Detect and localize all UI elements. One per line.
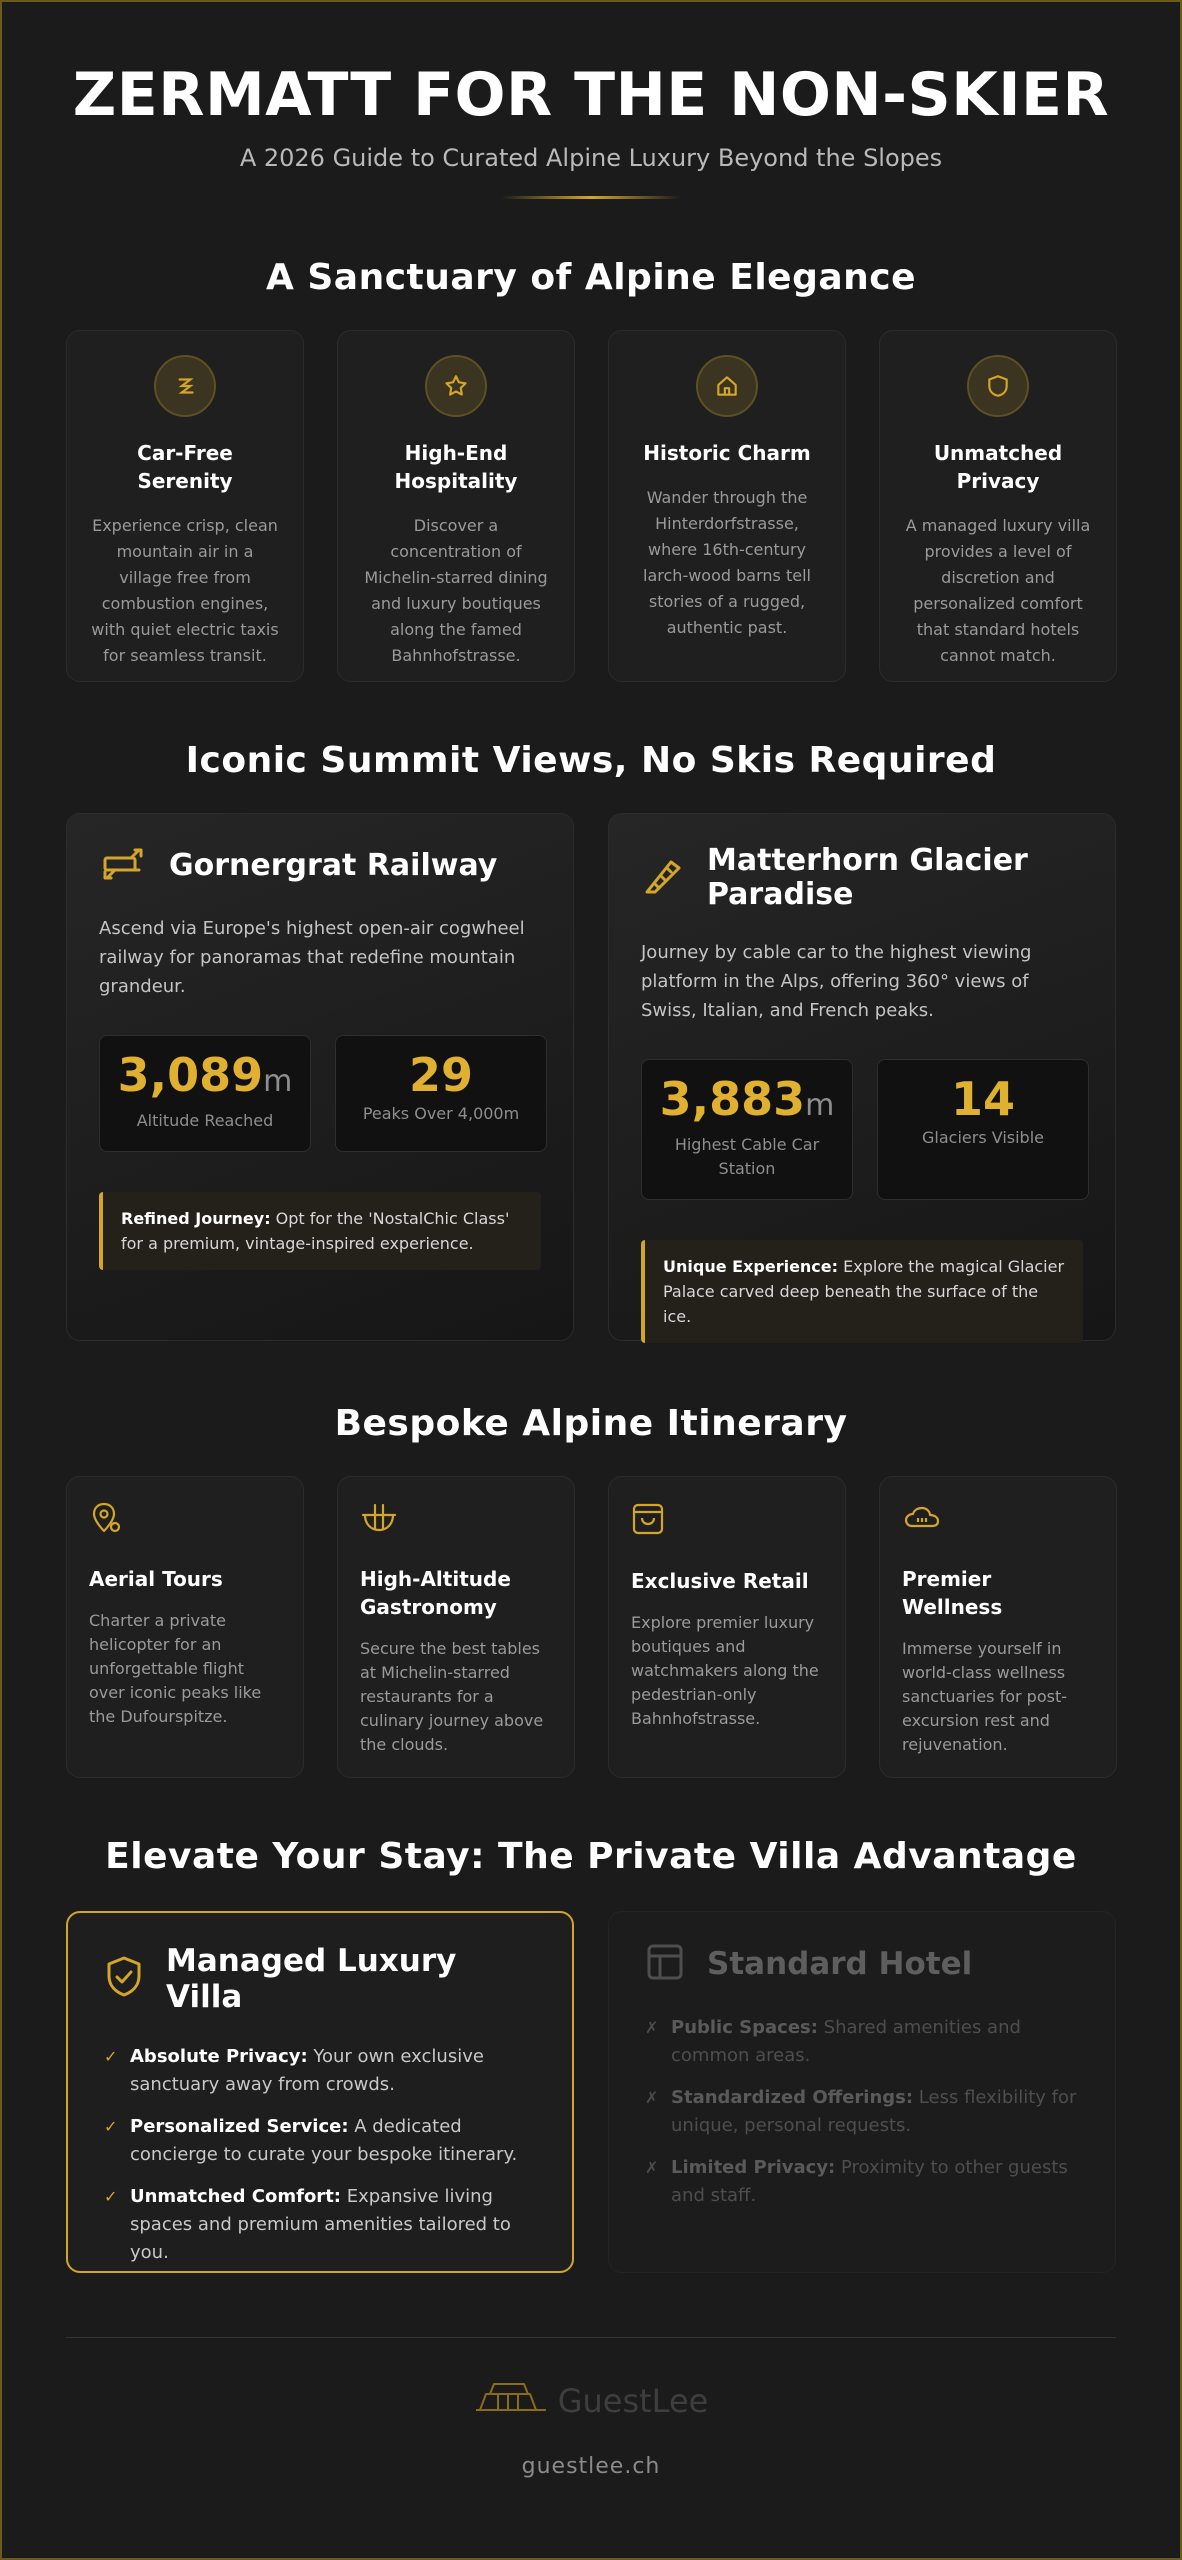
callout-text: Opt for the 'NostalChic Class' for a premium, vintage-inspired experience. xyxy=(121,1209,510,1253)
cross-icon: ✗ xyxy=(645,2018,659,2037)
list-item xyxy=(645,2084,1079,2140)
feature-card-car-free xyxy=(66,330,304,682)
page-header xyxy=(2,2,1180,199)
itinerary-card-gastronomy xyxy=(337,1476,575,1778)
cross-icon: ✗ xyxy=(645,2088,659,2107)
brand-name: GuestLee xyxy=(557,2382,709,2420)
item-heading: Limited Privacy: xyxy=(671,2157,836,2178)
stat-box xyxy=(877,1059,1089,1200)
item-text: Shared amenities and common areas. xyxy=(671,2017,1021,2066)
list-item xyxy=(645,2154,1079,2210)
item-heading: Unmatched Comfort: xyxy=(130,2186,341,2207)
stat-label: Altitude Reached xyxy=(136,1111,274,1130)
stat-value: 3,089 xyxy=(117,1048,264,1102)
summit-title: Matterhorn Glacier Paradise xyxy=(707,843,1028,912)
section-title-summits: Iconic Summit Views, No Skis Required xyxy=(185,740,997,781)
itinerary-card-wellness xyxy=(879,1476,1117,1778)
check-icon: ✓ xyxy=(104,2047,118,2066)
summit-callout xyxy=(641,1240,1083,1343)
mountain-icon xyxy=(641,854,685,902)
feature-title: High-End Hospitality xyxy=(394,441,518,493)
itinerary-text: Immerse yourself in world-class wellness sanctuaries for post-excursion rest and rejuvenation. xyxy=(902,1639,1067,1754)
page-title: ZERMATT FOR THE NON-SKIER xyxy=(72,60,1110,130)
page-subtitle: A 2026 Guide to Curated Alpine Luxury Beyond the Slopes xyxy=(239,144,943,172)
feature-card-hospitality xyxy=(337,330,575,682)
villa-comparison xyxy=(2,1911,1180,2273)
item-text: Less flexibility for unique, personal requests. xyxy=(671,2087,1077,2136)
stat-label: Peaks Over 4,000m xyxy=(362,1104,520,1123)
villa-title: Managed Luxury Villa xyxy=(166,1943,457,2015)
location-pin-icon xyxy=(89,1520,123,1539)
itinerary-text: Charter a private helicopter for an unforgettable flight over iconic peaks like the Dufourspitze. xyxy=(89,1611,262,1726)
star-icon xyxy=(425,355,487,417)
stat-unit: m xyxy=(263,1064,293,1099)
item-heading: Absolute Privacy: xyxy=(130,2046,308,2067)
feature-title: Car-Free Serenity xyxy=(137,441,233,493)
website-link[interactable]: guestlee.ch xyxy=(521,2454,661,2479)
item-text: Your own exclusive sanctuary away from crowds. xyxy=(130,2046,484,2095)
callout-heading: Refined Journey: xyxy=(121,1209,271,1228)
item-heading: Personalized Service: xyxy=(130,2116,349,2137)
section-title-sanctuary: A Sanctuary of Alpine Elegance xyxy=(265,257,917,298)
villa-card-managed xyxy=(66,1911,574,2273)
wellness-cloud-icon xyxy=(902,1520,942,1539)
chalet-logo-icon xyxy=(474,2380,548,2422)
section-title-villa: Elevate Your Stay: The Private Villa Advantage xyxy=(105,1836,1077,1877)
itinerary-text: Explore premier luxury boutiques and watchmakers along the pedestrian-only Bahnhofstrasse. xyxy=(631,1613,819,1728)
feature-card-historic xyxy=(608,330,846,682)
gold-divider xyxy=(501,196,681,199)
summit-stats xyxy=(99,1035,541,1152)
itinerary-title: High-Altitude Gastronomy xyxy=(360,1567,511,1619)
stat-value: 29 xyxy=(408,1048,473,1102)
sanctuary-grid xyxy=(2,330,1180,682)
summit-title: Gornergrat Railway xyxy=(169,848,498,883)
summit-text: Ascend via Europe's highest open-air cogwheel railway for panoramas that redefine mountain grandeur. xyxy=(99,918,525,997)
itinerary-title: Aerial Tours xyxy=(89,1567,223,1591)
hotel-drawbacks-list xyxy=(645,2014,1079,2210)
dining-icon xyxy=(360,1520,398,1539)
stat-unit: m xyxy=(805,1088,835,1123)
item-text: A dedicated concierge to curate your bespoke itinerary. xyxy=(130,2116,518,2165)
car-free-icon xyxy=(154,355,216,417)
summit-text: Journey by cable car to the highest viewing platform in the Alps, offering 360° views of Swiss, Italian, and French peaks. xyxy=(641,942,1032,1021)
itinerary-grid xyxy=(2,1476,1180,1778)
feature-text: Discover a concentration of Michelin-starred dining and luxury boutiques along the famed Bahnhofstrasse. xyxy=(364,516,548,665)
check-icon: ✓ xyxy=(104,2187,118,2206)
itinerary-card-retail xyxy=(608,1476,846,1778)
shield-icon xyxy=(967,355,1029,417)
item-heading: Public Spaces: xyxy=(671,2017,818,2038)
layout-icon xyxy=(645,1942,685,1986)
stat-box xyxy=(335,1035,547,1152)
itinerary-title: Exclusive Retail xyxy=(631,1569,809,1593)
stat-label: Highest Cable Car Station xyxy=(674,1135,820,1178)
summit-card-glacier-paradise xyxy=(608,813,1116,1341)
villa-card-standard-hotel xyxy=(608,1911,1116,2273)
callout-text: Explore the magical Glacier Palace carved deep beneath the surface of the ice. xyxy=(663,1257,1065,1326)
itinerary-title: Premier Wellness xyxy=(902,1567,1003,1619)
cross-icon: ✗ xyxy=(645,2158,659,2177)
check-icon: ✓ xyxy=(104,2117,118,2136)
stat-value: 3,883 xyxy=(659,1072,806,1126)
item-heading: Standardized Offerings: xyxy=(671,2087,914,2108)
summit-callout xyxy=(99,1192,541,1270)
itinerary-text: Secure the best tables at Michelin-starred restaurants for a culinary journey above the clouds. xyxy=(360,1639,544,1754)
stat-box xyxy=(99,1035,311,1152)
train-icon xyxy=(99,844,147,888)
feature-card-privacy xyxy=(879,330,1117,682)
stat-label: Glaciers Visible xyxy=(922,1128,1044,1147)
list-item xyxy=(104,2183,536,2267)
feature-text: Wander through the Hinterdorfstrasse, where 16th-century larch-wood barns tell stories of a rugged, authentic past. xyxy=(643,488,811,637)
list-item xyxy=(104,2113,536,2169)
shopping-bag-icon xyxy=(631,1522,665,1541)
villa-title: Standard Hotel xyxy=(707,1946,973,1982)
feature-title: Unmatched Privacy xyxy=(933,441,1063,493)
villa-benefits-list xyxy=(104,2043,536,2267)
shield-check-icon xyxy=(104,1955,144,2003)
summit-card-gornergrat xyxy=(66,813,574,1341)
section-title-itinerary: Bespoke Alpine Itinerary xyxy=(334,1403,848,1444)
summit-stats xyxy=(641,1059,1083,1200)
list-item xyxy=(645,2014,1079,2070)
callout-heading: Unique Experience: xyxy=(663,1257,839,1276)
list-item xyxy=(104,2043,536,2099)
itinerary-card-aerial xyxy=(66,1476,304,1778)
brand-logo xyxy=(2,2380,1180,2422)
house-icon xyxy=(696,355,758,417)
summits-grid xyxy=(2,813,1180,1341)
feature-text: Experience crisp, clean mountain air in a village free from combustion engines, with quiet electric taxis for seamless transit. xyxy=(91,516,279,665)
item-text: Proximity to other guests and staff. xyxy=(671,2157,1068,2206)
footer-divider xyxy=(66,2337,1116,2338)
stat-value: 14 xyxy=(950,1072,1015,1126)
item-text: Expansive living spaces and premium amenities tailored to you. xyxy=(130,2186,511,2263)
feature-title: Historic Charm xyxy=(643,441,811,465)
stat-box xyxy=(641,1059,853,1200)
feature-text: A managed luxury villa provides a level of discretion and personalized comfort that standard hotels cannot match. xyxy=(905,516,1091,665)
